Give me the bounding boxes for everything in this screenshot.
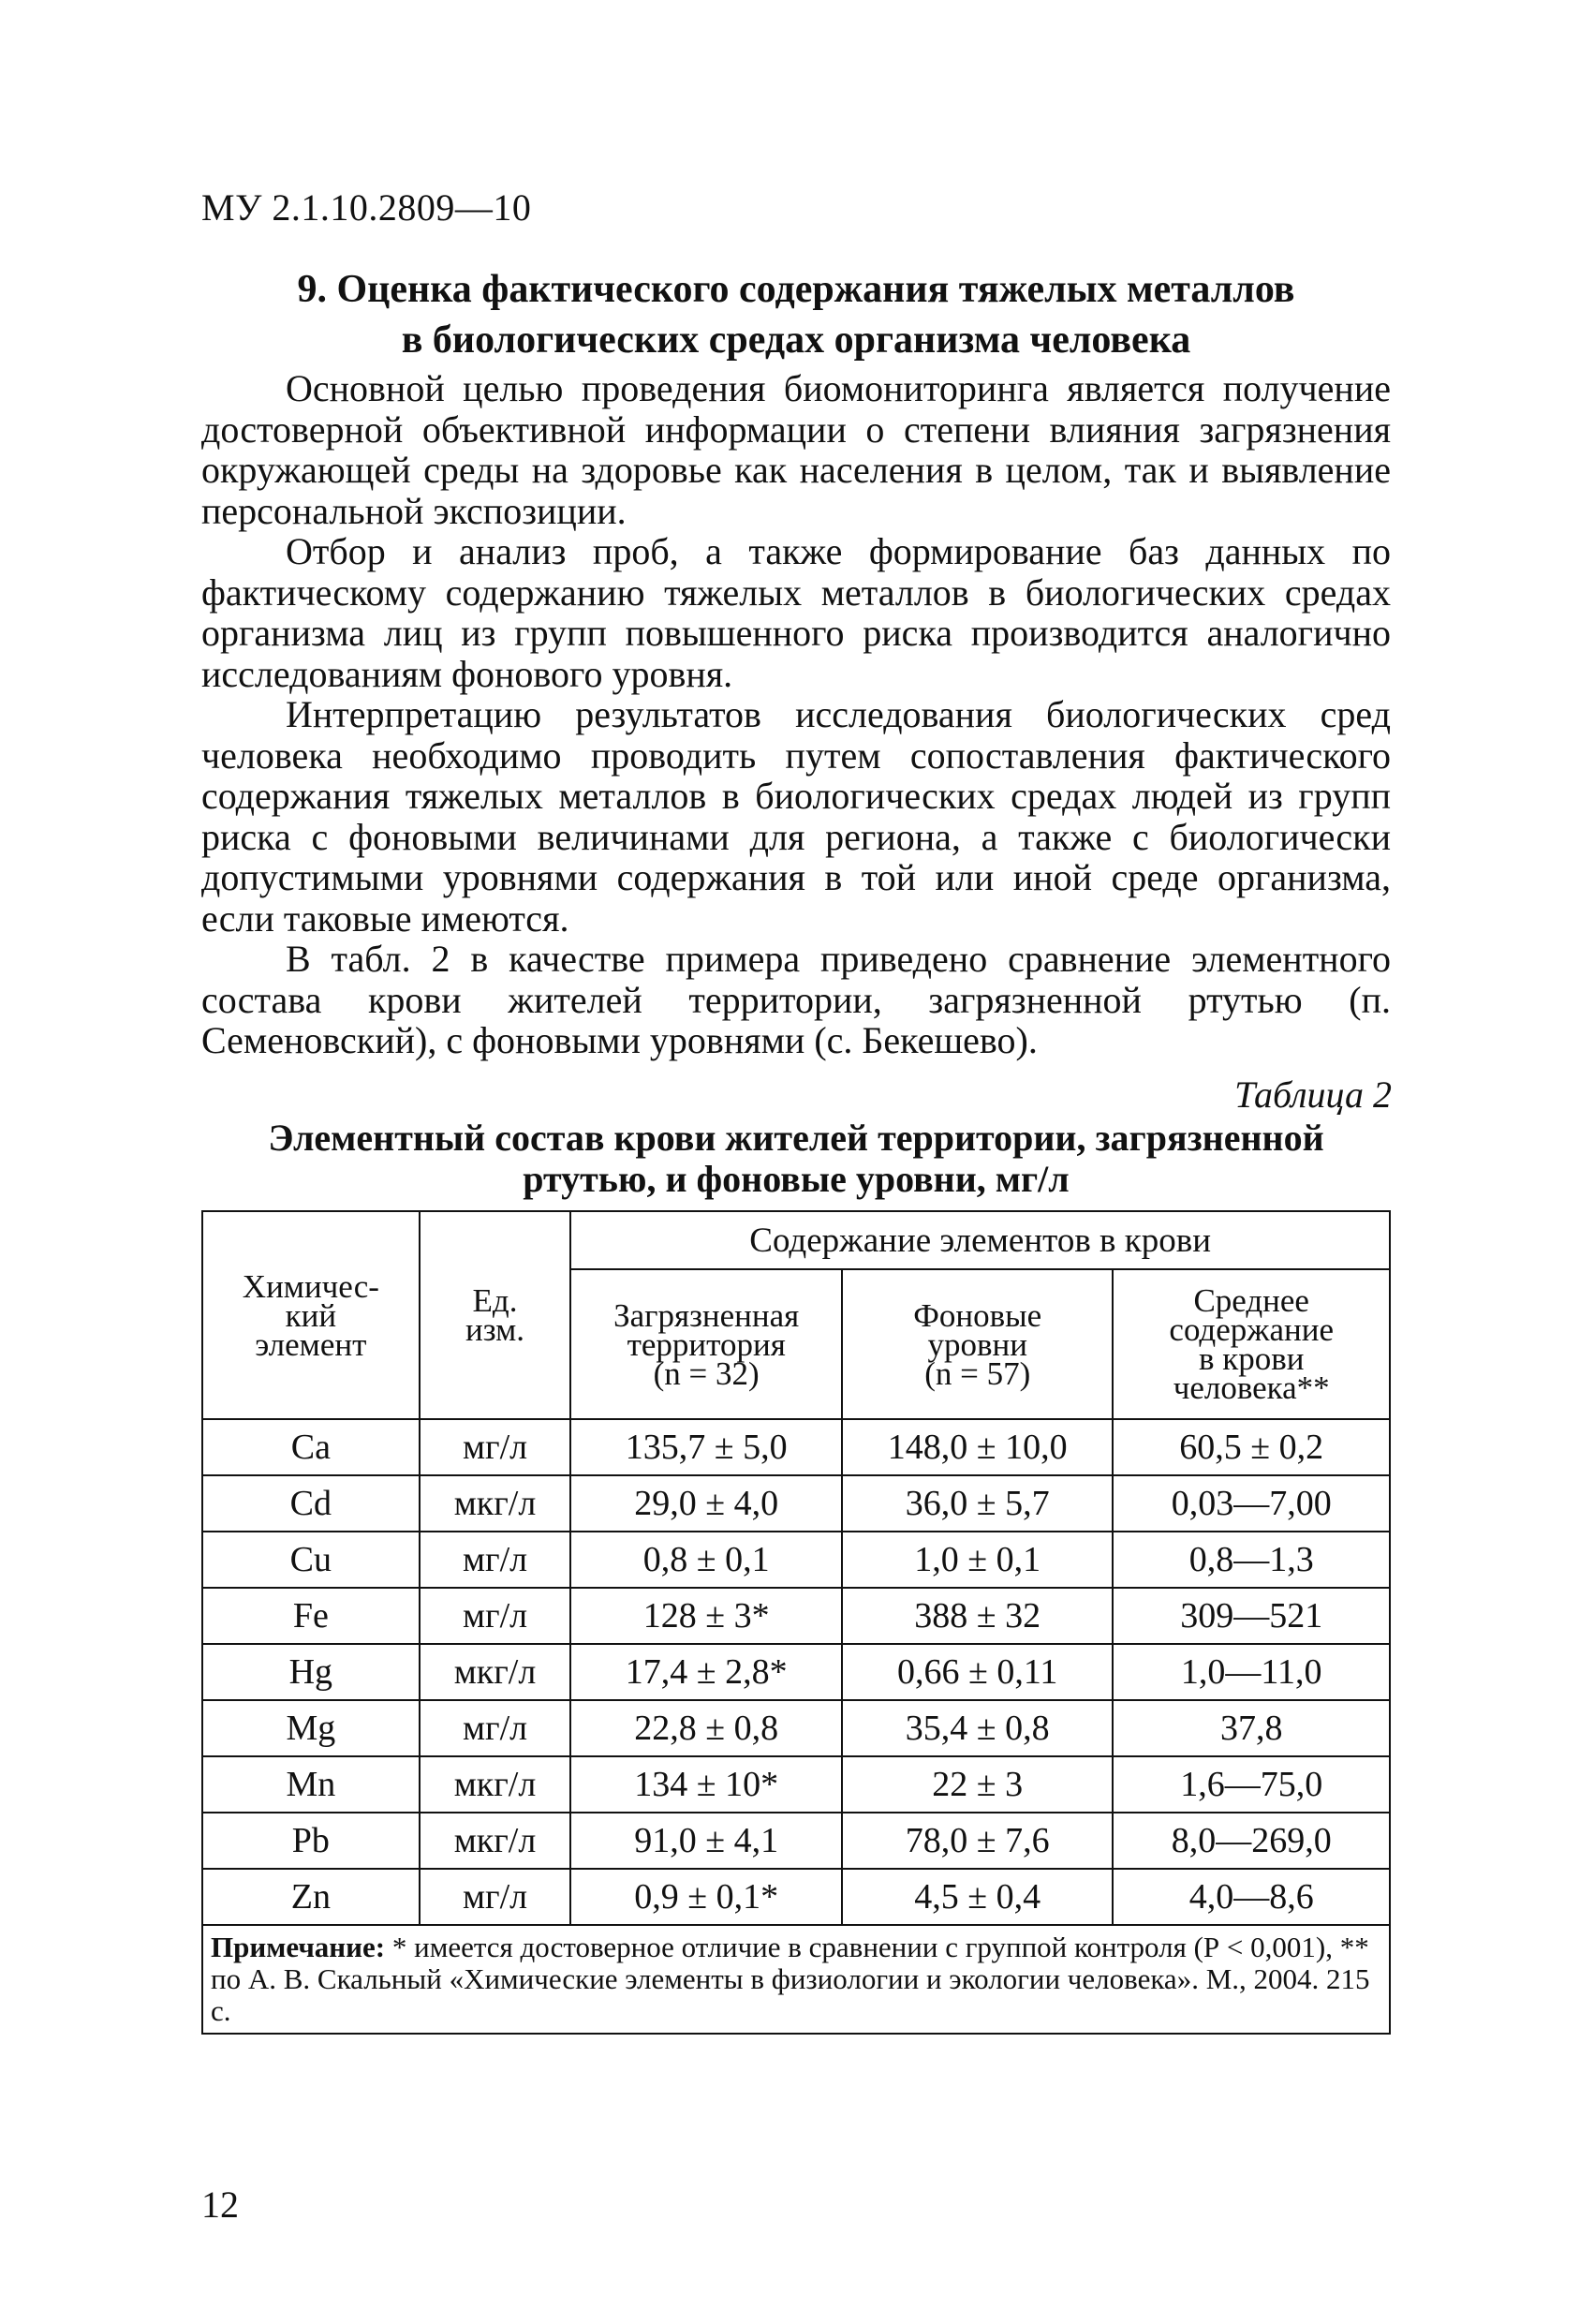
cell-polluted: 134 ± 10* [570,1756,842,1813]
cell-unit: мг/л [420,1588,571,1644]
note-text: * имеется достоверное отличие в сравнении с группой контроля (Р < 0,001), ** по А. В. Скальный «Химические элементы в физиологии и экологии человека». М., 2004. 215 с. [211,1931,1370,2027]
cell-element: Hg [202,1644,420,1700]
cell-unit: мг/л [420,1532,571,1588]
section-title-line: в биологических средах организма человека [401,318,1191,362]
cell-element: Cd [202,1475,420,1532]
cell-unit: мг/л [420,1419,571,1475]
table-header-row [202,1211,1390,1269]
cell-element: Zn [202,1869,420,1925]
section-title [187,264,1405,365]
cell-element: Cu [202,1532,420,1588]
table-title-line: Элементный состав крови жителей территории, загрязненной [268,1117,1324,1159]
header-group: Содержание элементов в крови [570,1211,1390,1269]
paragraph: Основной целью проведения биомониторинга является получение достоверной объективной информации о степени влияния загрязнения окружающей среды на здоровье как населения в целом, так и выявление персональной экспозиции. [201,367,1391,532]
cell-background: 148,0 ± 10,0 [842,1419,1113,1475]
table-title-line: ртутью, и фоновые уровни, мг/л [523,1158,1070,1200]
note-label: Примечание: [211,1931,386,1963]
cell-background: 35,4 ± 0,8 [842,1700,1113,1756]
cell-unit: мг/л [420,1869,571,1925]
element-table [201,1210,1391,2035]
table-row [202,1532,1390,1588]
paragraph: Интерпретацию результатов исследования биологических сред человека необходимо проводить путем сопоставления фактического содержания тяжелых металлов в биологических средах людей из групп риска с фоновыми величинами для региона, а также с биологически допустимыми уровнями содержания в той или иной среде организма, если таковые имеются. [201,693,1391,940]
cell-element: Mn [202,1756,420,1813]
cell-unit: мкг/л [420,1475,571,1532]
table-title [201,1118,1391,1200]
cell-background: 0,66 ± 0,11 [842,1644,1113,1700]
cell-unit: мкг/л [420,1813,571,1869]
table-row [202,1756,1390,1813]
cell-average: 1,6—75,0 [1113,1756,1390,1813]
cell-polluted: 17,4 ± 2,8* [570,1644,842,1700]
header-unit: Ед. изм. [420,1211,571,1419]
cell-element: Fe [202,1588,420,1644]
header-element: Химичес- кий элемент [202,1211,420,1419]
cell-average: 8,0—269,0 [1113,1813,1390,1869]
cell-polluted: 128 ± 3* [570,1588,842,1644]
cell-element: Mg [202,1700,420,1756]
table-row [202,1588,1390,1644]
cell-polluted: 0,9 ± 0,1* [570,1869,842,1925]
document-code: МУ 2.1.10.2809—10 [201,186,532,229]
cell-average: 1,0—11,0 [1113,1644,1390,1700]
header-background: Фоновые уровни (n = 57) [842,1269,1113,1419]
table-row [202,1700,1390,1756]
cell-polluted: 91,0 ± 4,1 [570,1813,842,1869]
cell-unit: мкг/л [420,1644,571,1700]
paragraph: В табл. 2 в качестве примера приведено сравнение элементного состава крови жителей территории, загрязненной ртутью (п. Семеновский), с фоновыми уровнями (с. Бекешево). [201,938,1391,1061]
table-row [202,1644,1390,1700]
table-row [202,1419,1390,1475]
paragraph: Отбор и анализ проб, а также формирование баз данных по фактическому содержанию тяжелых металлов в биологических средах организма лиц из групп повышенного риска производится аналогично исследованиям фонового уровня. [201,530,1391,695]
cell-unit: мг/л [420,1700,571,1756]
table-row [202,1869,1390,1925]
table-note [202,1925,1390,2034]
cell-background: 4,5 ± 0,4 [842,1869,1113,1925]
cell-unit: мкг/л [420,1756,571,1813]
cell-element: Ca [202,1419,420,1475]
body-text [201,368,1391,1061]
cell-element: Pb [202,1813,420,1869]
table-note-row [202,1925,1390,2034]
cell-average: 0,03—7,00 [1113,1475,1390,1532]
cell-average: 37,8 [1113,1700,1390,1756]
cell-average: 4,0—8,6 [1113,1869,1390,1925]
cell-polluted: 29,0 ± 4,0 [570,1475,842,1532]
table-row [202,1475,1390,1532]
cell-background: 388 ± 32 [842,1588,1113,1644]
cell-background: 1,0 ± 0,1 [842,1532,1113,1588]
table-caption: Таблица 2 [1234,1073,1392,1116]
cell-polluted: 135,7 ± 5,0 [570,1419,842,1475]
cell-average: 60,5 ± 0,2 [1113,1419,1390,1475]
cell-average: 309—521 [1113,1588,1390,1644]
cell-polluted: 22,8 ± 0,8 [570,1700,842,1756]
table-row [202,1813,1390,1869]
cell-background: 22 ± 3 [842,1756,1113,1813]
header-polluted: Загрязненная территория (n = 32) [570,1269,842,1419]
cell-average: 0,8—1,3 [1113,1532,1390,1588]
cell-polluted: 0,8 ± 0,1 [570,1532,842,1588]
cell-background: 36,0 ± 5,7 [842,1475,1113,1532]
cell-background: 78,0 ± 7,6 [842,1813,1113,1869]
header-average: Среднее содержание в крови человека** [1113,1269,1390,1419]
page-number: 12 [201,2183,239,2226]
section-title-line: 9. Оценка фактического содержания тяжелых металлов [297,268,1295,311]
